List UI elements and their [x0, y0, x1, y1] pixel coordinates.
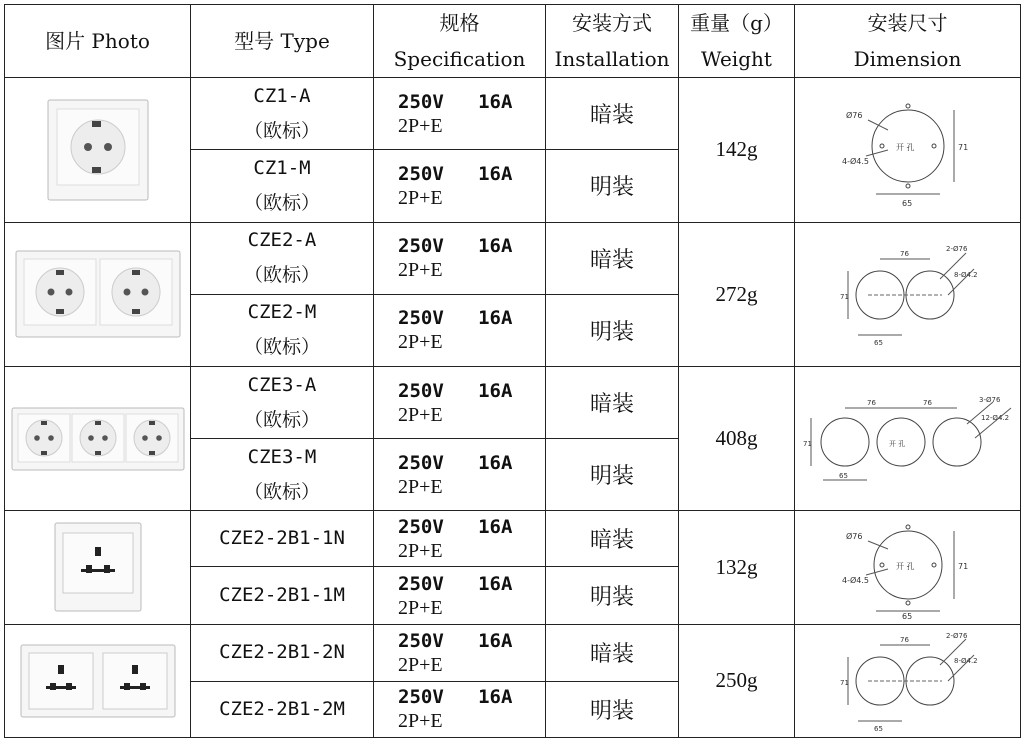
table-row — [5, 222, 1021, 294]
dimension-cell — [795, 366, 1021, 510]
single-hole-dimension-drawing-icon — [838, 90, 978, 210]
triple-schuko-socket-icon — [10, 406, 186, 472]
install-cell: 明装 — [546, 681, 679, 737]
dimension-cell — [795, 511, 1021, 624]
model-cell: CZE2-A （欧标） — [191, 222, 374, 294]
weight-cell: 272g — [679, 222, 795, 366]
dim-label: 开 孔 — [888, 439, 905, 448]
dim-label: 76 — [922, 398, 932, 407]
dim-label: 开 孔 — [895, 142, 915, 152]
install-cell: 暗装 — [546, 222, 679, 294]
table-row — [5, 511, 1021, 567]
table-row — [5, 624, 1021, 681]
photo-cell — [5, 511, 191, 624]
single-hole-dimension-drawing-icon — [838, 515, 978, 619]
dim-label: 65 — [901, 198, 912, 208]
model-cell: CZE2-M （欧标） — [191, 294, 374, 366]
install-cell: 明装 — [546, 439, 679, 511]
install-cell: 暗装 — [546, 511, 679, 567]
model-cell: CZE3-M （欧标） — [191, 439, 374, 511]
dim-label: 65 — [873, 339, 883, 348]
photo-cell — [5, 222, 191, 366]
dim-label: 76 — [899, 635, 909, 644]
dimension-cell — [795, 78, 1021, 222]
dim-label: 65 — [838, 471, 848, 480]
spec-cell: 250V 16A 2P+E — [374, 681, 546, 737]
double-schuko-socket-icon — [14, 249, 182, 339]
dimension-cell — [795, 624, 1021, 737]
dim-label: 76 — [866, 398, 876, 407]
weight-cell: 408g — [679, 366, 795, 510]
dimension-cell — [795, 222, 1021, 366]
socket-spec-table — [4, 4, 1021, 738]
dim-label: 4-Ø4.5 — [841, 156, 869, 166]
dim-label: 2-Ø76 — [945, 245, 967, 254]
install-cell: 明装 — [546, 567, 679, 624]
dim-label: 76 — [899, 250, 909, 259]
dim-label: 71 — [957, 142, 968, 152]
spec-cell: 250V 16A 2P+E — [374, 511, 546, 567]
double-multi-standard-socket-icon — [19, 643, 177, 719]
triple-hole-dimension-drawing-icon — [801, 394, 1015, 484]
dim-label: 2-Ø76 — [945, 631, 967, 640]
table-row — [5, 78, 1021, 150]
single-multi-standard-socket-icon — [53, 521, 143, 613]
model-cell: CZE2-2B1-1M — [191, 567, 374, 624]
spec-cell: 250V 16A 2P+E — [374, 294, 546, 366]
spec-cell: 250V 16A 2P+E — [374, 624, 546, 681]
single-schuko-socket-icon — [45, 97, 151, 203]
dim-label: Ø76 — [845, 532, 862, 542]
dim-label: 65 — [901, 612, 912, 620]
dim-label: 8-Ø4.2 — [953, 271, 978, 280]
spec-cell: 250V 16A 2P+E — [374, 150, 546, 222]
model-cell: CZE2-2B1-2N — [191, 624, 374, 681]
model-cell: CZE2-2B1-2M — [191, 681, 374, 737]
weight-cell: 132g — [679, 511, 795, 624]
spec-cell: 250V 16A 2P+E — [374, 439, 546, 511]
double-hole-dimension-drawing-icon — [838, 629, 978, 733]
header-dimension: 安装尺寸 Dimension — [795, 5, 1021, 78]
dim-label: 3-Ø76 — [978, 395, 1000, 404]
header-photo: 图片 Photo — [5, 5, 191, 78]
spec-cell: 250V 16A 2P+E — [374, 78, 546, 150]
install-cell: 暗装 — [546, 78, 679, 150]
install-cell: 暗装 — [546, 366, 679, 438]
spec-cell: 250V 16A 2P+E — [374, 222, 546, 294]
weight-cell: 250g — [679, 624, 795, 737]
dim-label: 71 — [839, 678, 849, 687]
header-spec: 规格 Specification — [374, 5, 546, 78]
model-cell: CZE2-2B1-1N — [191, 511, 374, 567]
photo-cell — [5, 366, 191, 510]
dim-label: 71 — [802, 439, 812, 448]
double-hole-dimension-drawing-icon — [838, 239, 978, 349]
dim-label: 12-Ø4.2 — [980, 413, 1009, 422]
header-install: 安装方式 Installation — [546, 5, 679, 78]
photo-cell — [5, 78, 191, 222]
install-cell: 明装 — [546, 150, 679, 222]
dim-label: 4-Ø4.5 — [841, 576, 869, 586]
install-cell: 明装 — [546, 294, 679, 366]
spec-cell: 250V 16A 2P+E — [374, 567, 546, 624]
weight-cell: 142g — [679, 78, 795, 222]
header-row — [5, 5, 1021, 78]
table-row — [5, 366, 1021, 438]
spec-cell: 250V 16A 2P+E — [374, 366, 546, 438]
model-cell: CZ1-M （欧标） — [191, 150, 374, 222]
dim-label: 65 — [873, 724, 883, 733]
dim-label: 8-Ø4.2 — [953, 656, 978, 665]
photo-cell — [5, 624, 191, 737]
dim-label: Ø76 — [845, 110, 862, 120]
header-type: 型号 Type — [191, 5, 374, 78]
dim-label: 71 — [839, 293, 849, 302]
dim-label: 71 — [957, 562, 968, 572]
model-cell: CZE3-A （欧标） — [191, 366, 374, 438]
install-cell: 暗装 — [546, 624, 679, 681]
dim-label: 开 孔 — [895, 562, 915, 572]
header-weight: 重量（g） Weight — [679, 5, 795, 78]
model-cell: CZ1-A （欧标） — [191, 78, 374, 150]
